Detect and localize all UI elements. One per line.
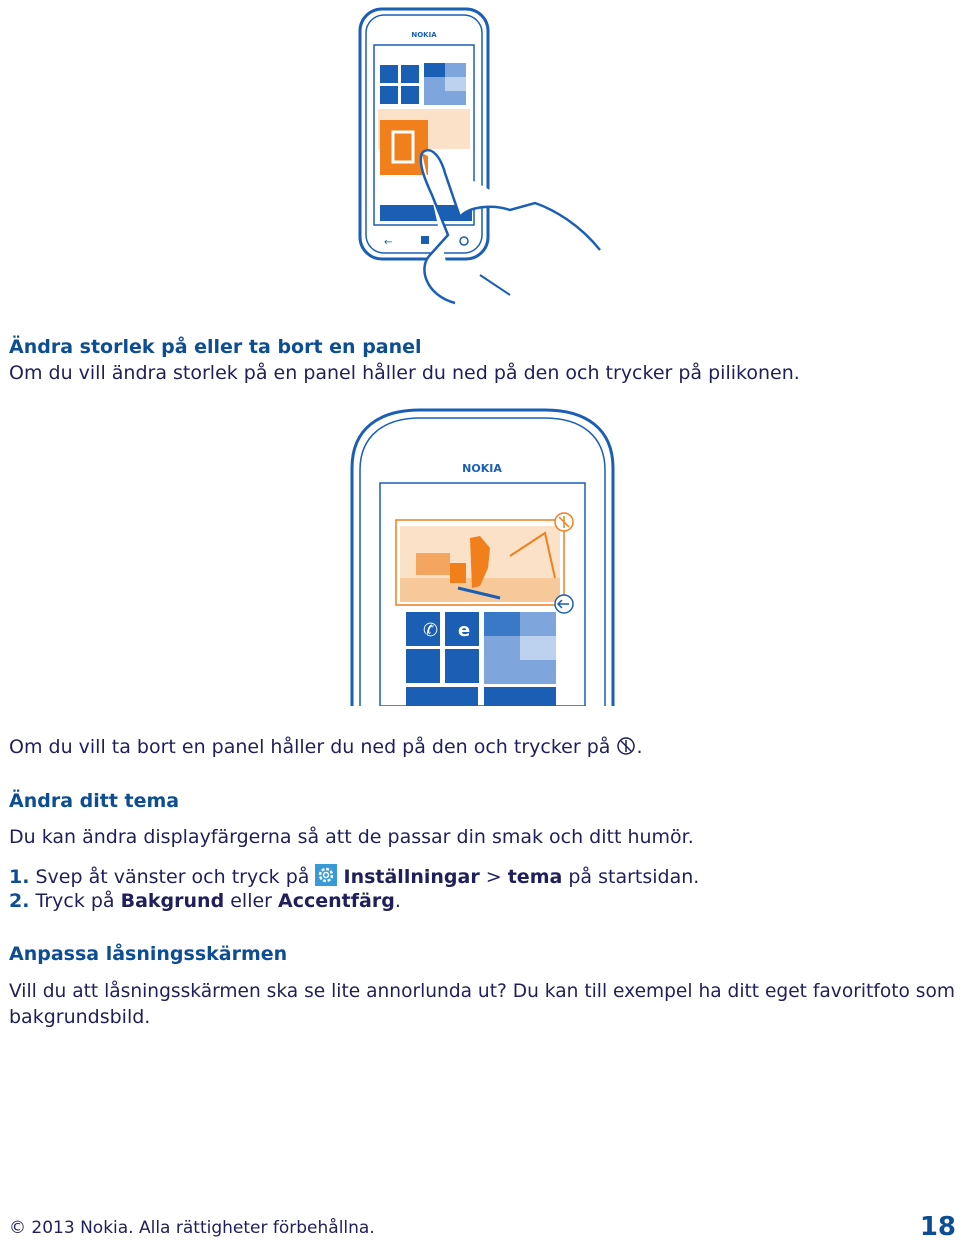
phone-brand: NOKIA	[411, 31, 437, 39]
step-1	[9, 864, 699, 888]
step-1-separator: >	[485, 866, 502, 888]
section1-text: Om du vill ändra storlek på en panel håller du ned på den och trycker på pilikonen.	[9, 362, 800, 384]
settings-gear-icon	[315, 864, 337, 886]
step-2-post: .	[394, 890, 401, 912]
accentfarg-label: Accentfärg	[278, 890, 395, 912]
settings-label: Inställningar	[343, 866, 480, 888]
remove-text-end: .	[636, 736, 643, 758]
unpin-icon	[616, 736, 636, 756]
section2-heading: Ändra ditt tema	[9, 790, 180, 812]
step-2-number: 2.	[9, 890, 30, 912]
phone-brand-2: NOKIA	[462, 462, 502, 475]
tema-label: tema	[507, 866, 563, 888]
step-2	[9, 890, 401, 912]
bakgrund-label: Bakgrund	[120, 890, 225, 912]
step-2-mid: eller	[230, 890, 272, 912]
svg-text:✆: ✆	[423, 620, 439, 641]
step-1-post: på startsidan.	[568, 866, 700, 888]
phone-hand-illustration	[330, 5, 620, 310]
section2-intro: Du kan ändra displayfärgerna så att de passar din smak och ditt humör.	[9, 826, 694, 848]
step-2-pre: Tryck på	[35, 890, 115, 912]
step-1-number: 1.	[9, 866, 30, 888]
remove-text: Om du vill ta bort en panel håller du ned på den och trycker på	[9, 736, 611, 758]
remove-panel-text	[9, 736, 643, 758]
footer-copyright: © 2013 Nokia. Alla rättigheter förbehållna.	[9, 1218, 375, 1238]
page-number: 18	[919, 1212, 956, 1242]
section3-line1: Vill du att låsningsskärmen ska se lite annorlunda ut? Du kan till exempel ha ditt eget favoritfoto som	[9, 981, 955, 1002]
phone-screen-illustration	[350, 408, 615, 706]
svg-text:←: ←	[384, 237, 393, 248]
section1-heading: Ändra storlek på eller ta bort en panel	[9, 336, 422, 358]
section3-heading: Anpassa låsningsskärmen	[9, 943, 288, 965]
svg-text:e: e	[458, 620, 471, 641]
step-1-pre: Svep åt vänster och tryck på	[35, 866, 310, 888]
section3-line2: bakgrundsbild.	[9, 1006, 151, 1028]
